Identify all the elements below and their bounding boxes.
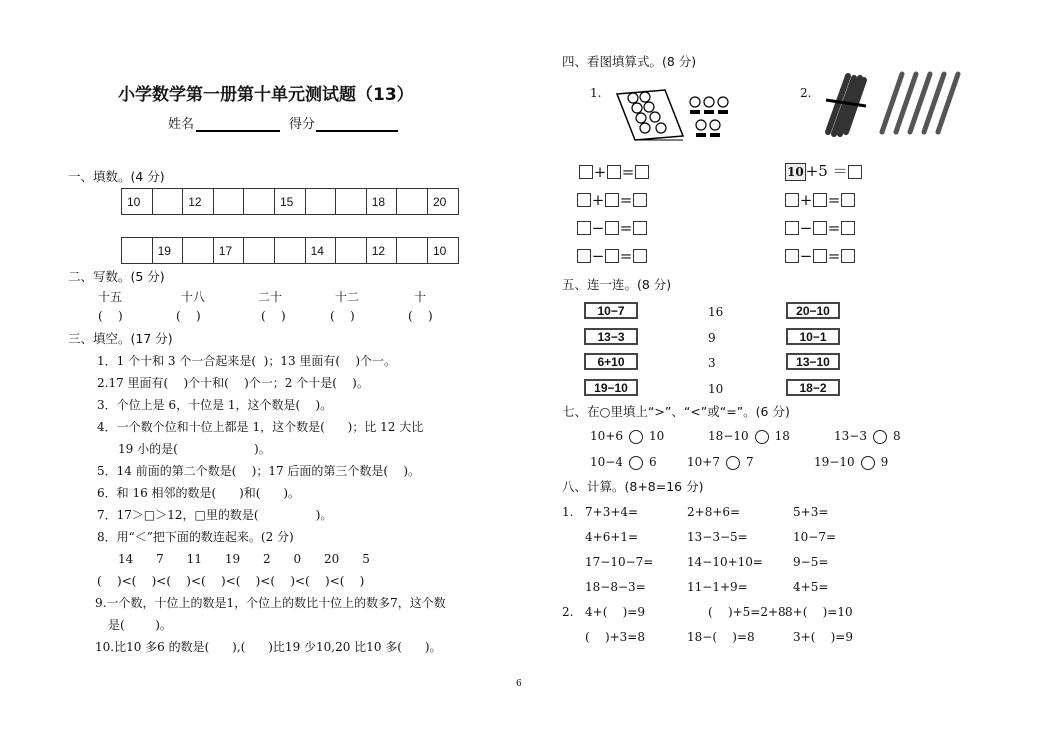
question-line: 9.一个数，十位上的数是1，个位上的数比十位上的数多7，这个数 [95,596,446,610]
score-label: 得分 [289,117,316,132]
match-number[interactable]: 10 [708,382,724,396]
blank-number-cell[interactable] [274,238,305,264]
blank-number-cell[interactable] [397,189,428,215]
match-left-box[interactable]: 13−3 [584,328,638,345]
question-line: 4．一个数个位和十位上都是 1，这个数是( )；比 12 大比 [97,420,424,434]
number-cell: 20 [427,189,458,215]
match-number[interactable]: 3 [708,356,716,370]
picture-1-label: 1. [590,86,602,100]
word-number: 十八 [181,290,206,304]
name-label: 姓名 [168,117,195,132]
blank-number-cell[interactable] [183,238,214,264]
number-cell: 12 [183,189,214,215]
calc-problem[interactable]: 2+8+6= [687,505,741,519]
answer-paren[interactable]: ( ) [408,309,433,323]
calc-problem[interactable]: 4+5= [793,580,829,594]
section-8-heading: 八、计算。(8+8=16 分) [562,479,704,494]
section-1-heading: 一、填数。(4 分) [68,169,165,184]
question-line: 10.比10 多6 的数是( ),( )比19 少10,20 比10 多( )。 [95,640,442,654]
number-table-2 [121,237,459,264]
name-blank[interactable] [196,130,280,132]
question-line: 8．用“＜”把下面的数连起来。(2 分) [97,530,294,544]
compare-circle [629,456,643,470]
equation-blank-row[interactable]: − = [785,219,855,236]
equation-blank-row[interactable]: − = [577,219,647,236]
word-number: 十五 [98,290,123,304]
sticks-picture [820,70,970,140]
match-number[interactable]: 16 [708,305,724,319]
match-right-box[interactable]: 18−2 [786,379,840,396]
calc-problem[interactable]: 13−3−5= [687,530,748,544]
compare-item[interactable]: 18−10 18 [708,429,790,443]
section-2-heading: 二、写数。(5 分) [68,269,165,284]
match-right-box[interactable]: 13−10 [786,353,840,370]
answer-paren[interactable]: ( ) [176,309,201,323]
equation-blank-row[interactable]: + = [785,191,855,208]
match-number[interactable]: 9 [708,331,716,345]
equation-blank-row[interactable]: + = [577,191,647,208]
compare-circle [755,430,769,444]
equation-given-row[interactable]: 10 +5 ＝ [785,163,862,181]
fill-blank-problem[interactable]: 18−( )=8 [687,630,755,644]
equation-blank-row[interactable]: + = [579,163,649,180]
match-right-box[interactable]: 20−10 [786,302,840,319]
blank-number-cell[interactable] [336,238,367,264]
question-line: 19 小的是( )。 [118,442,271,456]
fill-blank-problem[interactable]: ( )+3=8 [585,630,645,644]
question-line: 是( )。 [108,618,172,632]
question-line: 2.17 里面有( )个十和( )个一；2 个十是( )。 [97,376,369,390]
compare-circle [861,456,875,470]
number-cell: 10 [122,189,153,215]
calc-problem[interactable]: 11−1+9= [687,580,748,594]
fill-blank-problem[interactable]: 3+( )=9 [793,630,853,644]
match-right-box[interactable]: 10−1 [786,328,840,345]
number-table-1 [121,188,459,215]
section-5-heading: 五、连一连。(8 分) [562,277,672,292]
picture-2-label: 2. [800,86,812,100]
blank-number-cell[interactable] [305,189,336,215]
section-7-heading: 七、在○里填上“>”、“<”或“=”。(6 分) [562,404,790,419]
number-cell: 15 [274,189,305,215]
compare-item[interactable]: 10+6 10 [590,429,665,443]
compare-item[interactable]: 10−4 6 [590,455,657,469]
numbers-to-order: 14 7 11 19 2 0 20 5 [118,552,370,566]
compare-item[interactable]: 10+7 7 [687,455,754,469]
word-number: 十 [414,290,427,304]
abacus-children-picture [615,88,745,148]
compare-item[interactable]: 13−3 8 [834,429,901,443]
question-line: 6．和 16 相邻的数是( )和( )。 [97,486,301,500]
score-blank[interactable] [316,130,398,132]
question-line: 1．1 个十和 3 个一合起来是( )；13 里面有( )个一。 [97,354,397,368]
blank-number-cell[interactable] [244,189,275,215]
calc-problem[interactable]: 4+6+1= [585,530,639,544]
given-ten: 10 [787,165,804,179]
question-line: 3．个位上是 6，十位是 1，这个数是( )。 [97,398,333,412]
match-left-box[interactable]: 19−10 [584,379,638,396]
blank-number-cell[interactable] [397,238,428,264]
page-title: 小学数学第一册第十单元测试题（13） [118,85,414,105]
answer-paren[interactable]: ( ) [98,309,123,323]
number-cell: 19 [152,238,183,264]
blank-number-cell[interactable] [122,238,153,264]
blank-number-cell[interactable] [152,189,183,215]
number-cell: 14 [305,238,336,264]
number-cell: 10 [427,238,458,264]
calc-problem[interactable]: 18−8−3= [585,580,646,594]
section-3-heading: 三、填空。(17 分) [68,331,173,346]
calc-problem[interactable]: 7+3+4= [585,505,639,519]
match-left-box[interactable]: 10−7 [584,302,638,319]
page-number: 6 [516,679,522,689]
ordering-blanks[interactable]: ( )<( )<( )<( )<( )<( )<( )<( ) [97,574,365,588]
word-number: 二十 [258,290,283,304]
question-line: 7．17＞□＞12，□里的数是( )。 [97,508,333,522]
blank-number-cell[interactable] [244,238,275,264]
fill-blank-problem[interactable]: 8+( )=10 [785,605,853,619]
answer-paren[interactable]: ( ) [330,309,355,323]
calc-problem[interactable]: 17−10−7= [585,555,654,569]
fill-blank-problem[interactable]: 4+( )=9 [585,605,645,619]
blank-number-cell[interactable] [336,189,367,215]
part-2-label: 2. [562,605,574,619]
part-1-label: 1. [562,505,574,519]
calc-problem[interactable]: 5+3= [793,505,829,519]
fill-blank-problem[interactable]: ( )+5=2+8 [708,605,786,619]
compare-circle [873,430,887,444]
calc-problem[interactable]: 14−10+10= [687,555,763,569]
number-cell: 12 [366,238,397,264]
answer-paren[interactable]: ( ) [261,309,286,323]
section-4-heading: 四、看图填算式。(8 分) [562,54,697,69]
compare-circle [726,456,740,470]
match-left-box[interactable]: 6+10 [584,353,638,370]
blank-number-cell[interactable] [213,189,244,215]
calc-problem[interactable]: 9−5= [793,555,829,569]
question-line: 5．14 前面的第二个数是( )；17 后面的第三个数是( )。 [97,464,421,478]
compare-item[interactable]: 19−10 9 [814,455,889,469]
equation-blank-row[interactable]: − = [785,247,855,264]
number-cell: 17 [213,238,244,264]
equation-blank-row[interactable]: − = [577,247,647,264]
calc-problem[interactable]: 10−7= [793,530,837,544]
word-number: 十二 [335,290,360,304]
compare-circle [629,430,643,444]
number-cell: 18 [366,189,397,215]
